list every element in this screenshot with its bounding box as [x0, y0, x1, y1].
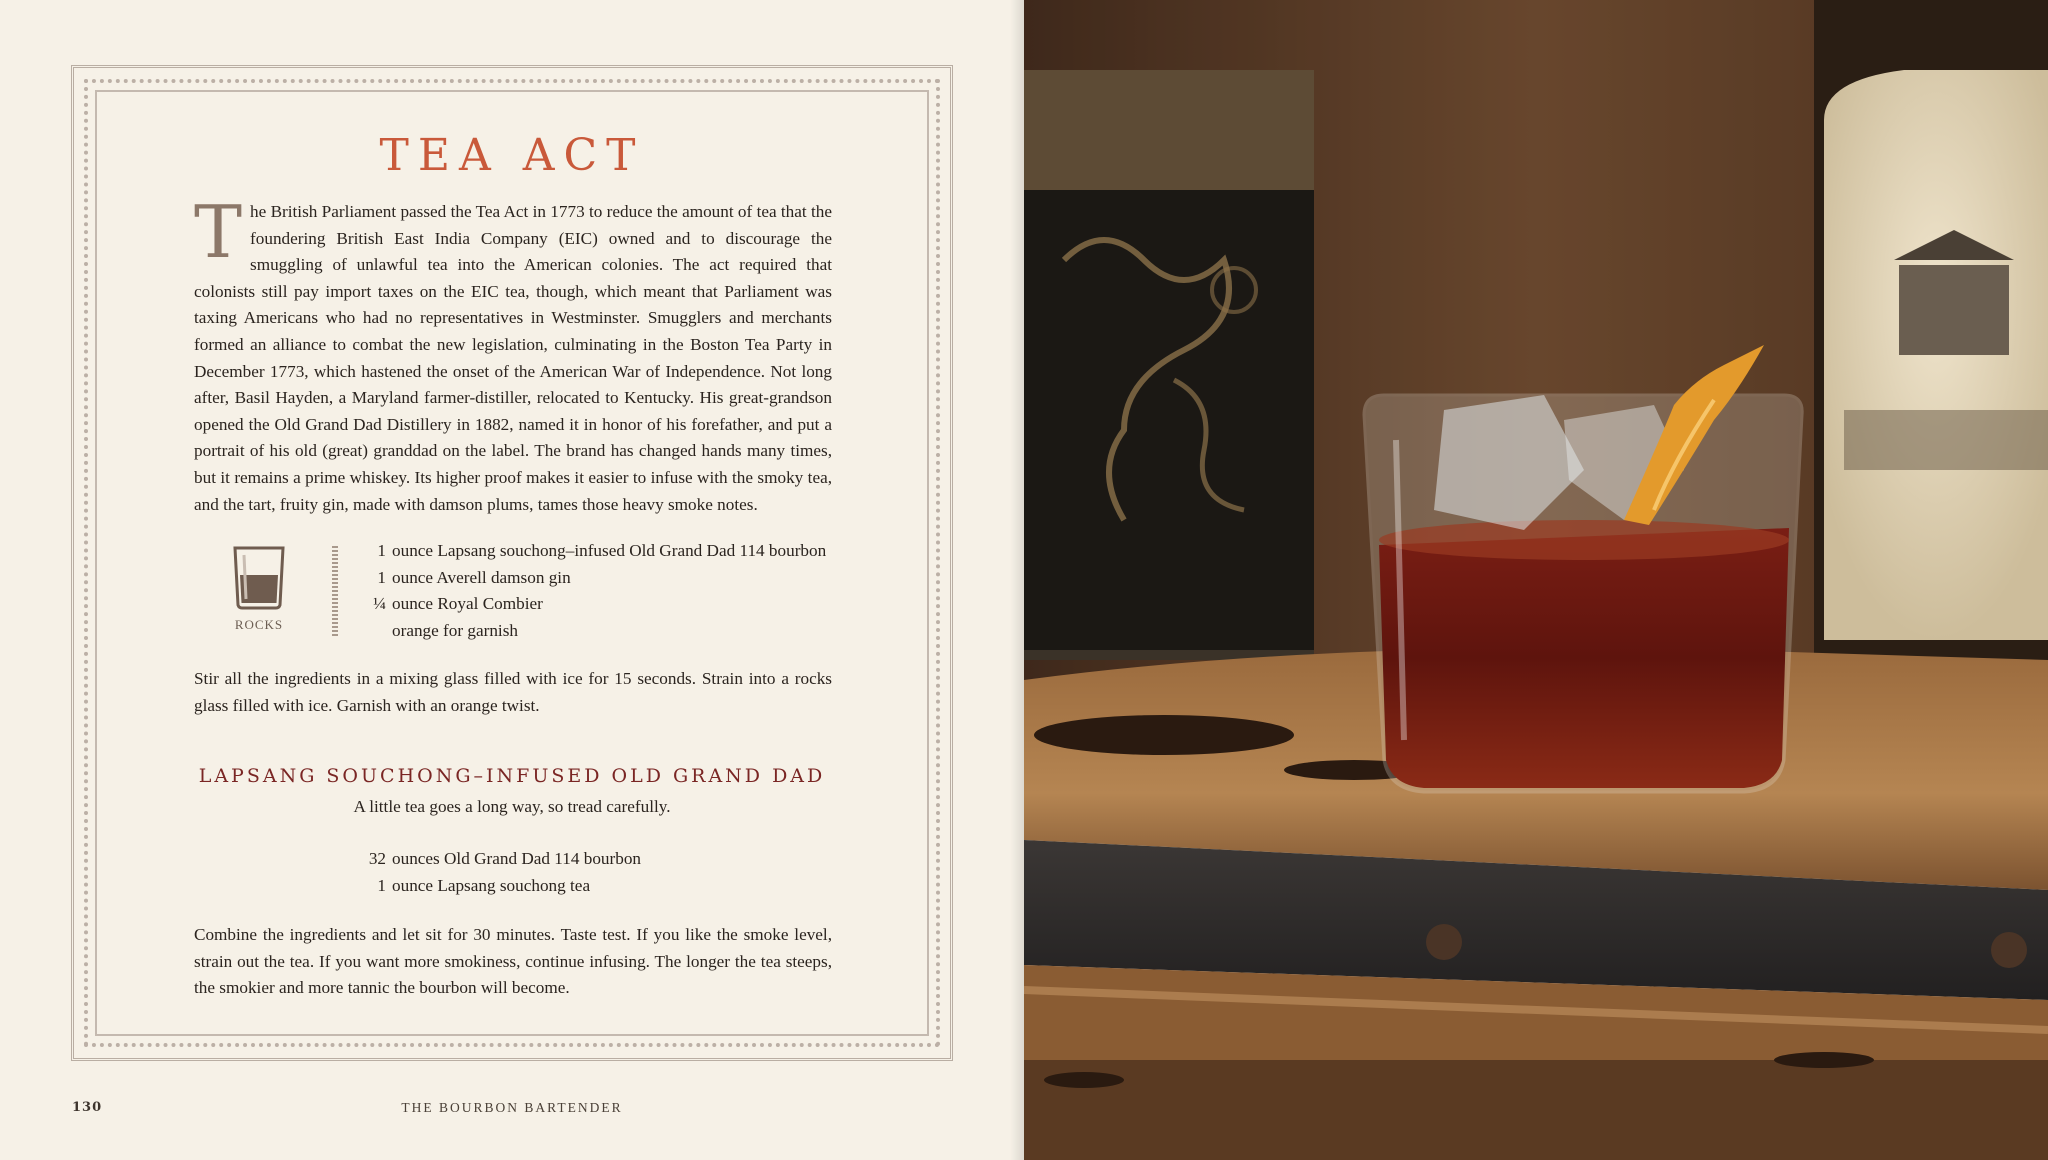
gin-bottle [1814, 0, 2048, 760]
ingredient-item: 1 ounce Lapsang souchong–infused Old Grand Dad 114 bourbon [377, 541, 827, 560]
tea-tin [1024, 70, 1314, 660]
ingredient-item: ¼ ounce Royal Combier [373, 594, 543, 614]
recipe-title: TEA ACT [379, 130, 645, 181]
ingredient-item: orange for garnish [392, 620, 518, 640]
subrecipe-ingredient-list [360, 846, 641, 899]
glass-label: ROCKS [234, 617, 284, 632]
ingredient-list [360, 538, 826, 644]
subrecipe-title: LAPSANG SOUCHONG–INFUSED OLD GRAND DAD [198, 765, 826, 787]
method-text: Stir all the ingredients in a mixing glass filled with ice for 15 seconds. Strain into a rocks glass filled with ice. Garnish with an orange twist. [194, 669, 832, 715]
ingredient-divider [332, 546, 338, 638]
running-head: THE BOURBON BARTENDER [401, 1100, 623, 1115]
drop-cap: T [194, 190, 243, 274]
ingredient-item: 32 ounces Old Grand Dad 114 bourbon [368, 849, 642, 868]
subrecipe-tagline: A little tea goes a long way, so tread carefully. [353, 797, 671, 816]
intro-paragraph [194, 190, 832, 518]
glass-type [222, 545, 296, 633]
photo-illustration [1024, 0, 2048, 1160]
rocks-glass-icon [230, 545, 288, 611]
ingredient-item: 1 ounce Lapsang souchong tea [377, 875, 591, 895]
cocktail-photo [1024, 0, 2048, 1160]
subrecipe-method-text: Combine the ingredients and let sit for 30 minutes. Taste test. If you like the smoke level, strain out the tea. If you want more smokiness, continue infusing. The longer the tea steeps, the smokier and more tannic the bourbon will become. [194, 925, 832, 998]
intro-text: he British Parliament passed the Tea Act in 1773 to reduce the amount of tea that the foundering British East India Company (EIC) owned and to discourage the smuggling of unlawful tea into the American colonies. The act required that colonists still pay import taxes on the EIC tea, though, which meant that Parliament was taxing Americans who had no representatives in Westminster. Smugglers and merchants formed an alliance to combat the new legislation, culminating in the Boston Tea Party in December 1773, which hastened the onset of the American War of Independence. Not long after, Basil Hayden, a Maryland farmer-distiller, relocated to Kentucky. His great-grandson opened the Old Grand Dad Distillery in 1882, named it in honor of his forefather, and put a portrait of his old (great) granddad on the label. The brand has changed hands many times, but it remains a prime whiskey. Its higher proof makes it easier to infuse with the smoky tea, and the tart, fruity gin, made with damson plums, tames those heavy smoke notes. [194, 202, 832, 514]
ingredient-item: 1 ounce Averell damson gin [377, 567, 571, 587]
page-number: 130 [72, 1100, 103, 1115]
rocks-glass [1364, 345, 1802, 792]
